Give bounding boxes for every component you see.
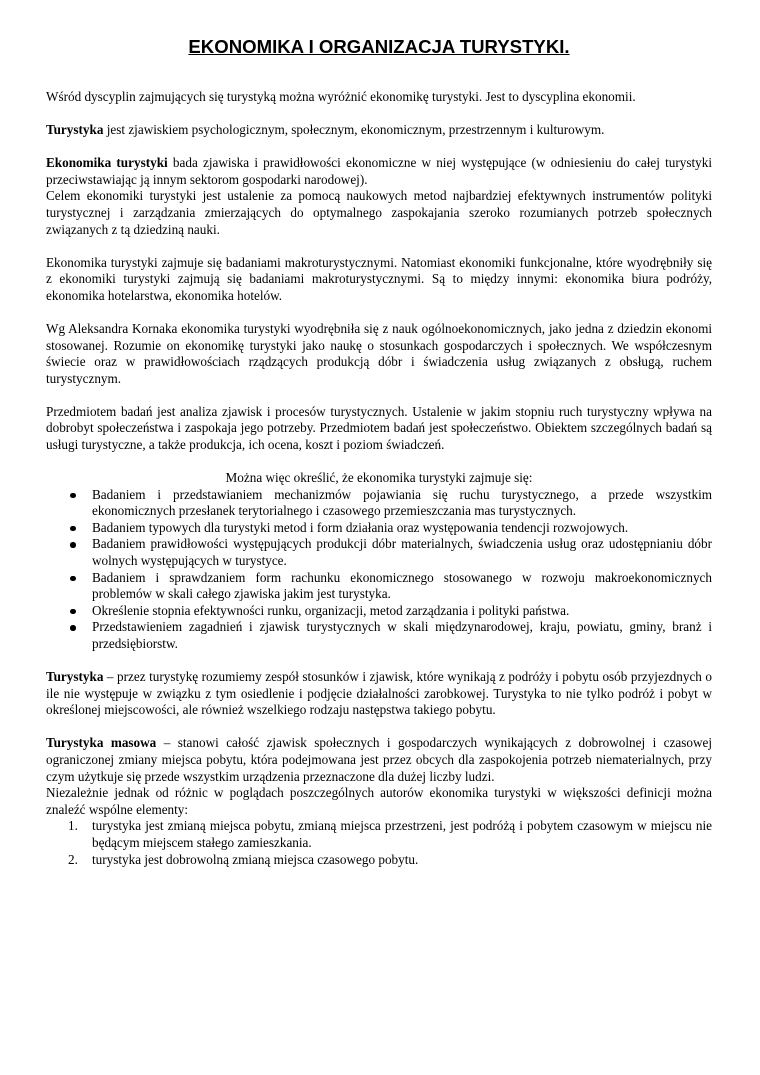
paragraph-badania-makroturystyczne: Ekonomika turystyki zajmuje się badaniami makroturystycznymi. Natomiast ekonomiki funkcjonalne, które wyodrębniły się z ekonomiki turystyki zajmują się badaniami makroturystycznymi. Są to między innymi: ekonomika biura podróży, ekonomika hotelarstwa, ekonomika hotelów. [46,254,712,303]
paragraph-przedmiot-badan: Przedmiotem badań jest analiza zjawisk i procesów turystycznych. Ustalenie w jakim stopniu ruch turystyczny wpływa na dobrobyt społeczeństwa i zaspokaja jego potrzeby. Przedmiotem badań jest społeczeństwo. Obiektem szczególnych badań są usługi turystyczne, a także produkcja, ich ocena, koszt i poziom świadczeń. [46,403,712,452]
paragraph-wspolne-elementy: Niezależnie jednak od różnic w poglądach poszczególnych autorów ekonomika turystyki w większości definicji można znaleźć wspólne elementy: [46,785,712,817]
list-item: Przedstawieniem zagadnień i zjawisk turystycznych w skali międzynarodowej, kraju, powiatu, gminy, branż i przedsiębiorstw. [46,619,712,652]
bullet-icon [70,542,76,548]
term-ekonomika-turystyki: Ekonomika turystyki [46,155,168,171]
bullet-icon [70,576,76,582]
paragraph-ekonomika-definition [46,155,712,188]
bullet-icon [70,625,76,631]
bullet-icon [70,609,76,615]
list-item: Określenie stopnia efektywności runku, organizacji, metod zarządzania i polityki państwa. [46,603,712,620]
paragraph-intro: Wśród dyscyplin zajmujących się turystyką można wyróżnić ekonomikę turystyki. Jest to dyscyplina ekonomii. [46,89,636,104]
list-item: 2. turystyka jest dobrowolną zmianą miejsca czasowego pobytu. [68,851,419,867]
term-turystyka: Turystyka [46,122,104,138]
list-item: Badaniem prawidłowości występujących produkcji dóbr materialnych, świadczenia usług oraz udostępnianiu dóbr wolnych występujących w turystyce. [46,536,712,569]
list-number: 1. [68,818,78,834]
paragraph-kornak: Wg Aleksandra Kornaka ekonomika turystyki wyodrębniła się z nauk ogólnoekonomicznych, jako jedna z dziedzin ekonomi stosowanej. Rozumie on ekonomikę turystyki jako naukę o stosunkach gospodarczych i społecznych. We współczesnym świecie oraz w prawidłowościach rządzących produkcją dóbr i świadczenia usług związanych z obsługą, ruchem turystycznym. [46,320,712,386]
term-turystyka: Turystyka [46,669,104,685]
definition-text: – stanowi całość zjawisk społecznych i gospodarczych wynikających z dobrowolnej i czasowej ograniczonej zmiany miejsca pobytu, która podejmowana jest przez obcych dla zaspokojenia potrzeb niematerialnych, przy czym użytkuje się przede wszystkim urządzenia przeznaczone dla dużej liczby ludzi. [46,735,712,784]
term-turystyka-masowa: Turystyka masowa [46,735,157,751]
document-page [46,36,712,868]
paragraph-turystyka-masowa [46,735,712,785]
definition-text: bada zjawiska i prawidłowości ekonomiczne w niej występujące (w odniesieniu do całej turystyki przeciwstawiając ją innym sektorom gospodarki narodowej). [46,155,712,187]
list-item: 1. turystyka jest zmianą miejsca pobytu, zmianą miejsca przestrzeni, jest podróżą i pobytem czasowym w miejscu nie będącym miejscem stałego zamieszkania. [68,818,712,850]
numbered-list [46,818,712,868]
bullet-list [46,487,712,653]
list-number: 2. [68,851,78,867]
document-title: EKONOMIKA I ORGANIZACJA TURYSTYKI. [188,36,570,57]
definition-text: jest zjawiskiem psychologicznym, społecznym, ekonomicznym, przestrzennym i kulturowym. [103,122,605,138]
definition-text: – przez turystykę rozumiemy zespół stosunków i zjawisk, które wynikają z podróży i pobytu osób przyjezdnych o ile nie występuje w związku z tym osiedlenie i podjęcie działalności zarobkowej. Turystyka to nie tylko podróż i pobyt w określonej miejscowości, ale również wszelkiego rodzaju następstwa takiego pobytu. [46,669,712,718]
bullet-icon [70,526,76,532]
paragraph-cel-ekonomiki: Celem ekonomiki turystyki jest ustalenie za pomocą naukowych metod najbardziej efektywnych instrumentów polityki turystycznej i zarządzania zmierzających do optymalnego zaspokajania szeroko rozumianych potrzeb społecznych związanych z tą dziedziną nauki. [46,188,712,237]
bullet-icon [70,493,76,499]
paragraph-turystyka-definition [46,122,712,139]
list-item: Badaniem i sprawdzaniem form rachunku ekonomicznego stosowanego w rozwoju makroekonomicznych problemów w skali całego zjawiska jakim jest turystyka. [46,570,712,603]
list-intro: Można więc określić, że ekonomika turystyki zajmuje się: [225,470,533,486]
list-item: Badaniem i przedstawianiem mechanizmów pojawiania się ruchu turystycznego, a przede wszystkim ekonomicznych przesłanek terytorialnego i czasowego przemieszczania mas turystycznych. [46,487,712,520]
list-item: Badaniem typowych dla turystyki metod i form działania oraz występowania tendencji rozwojowych. [46,520,712,537]
paragraph-turystyka-rozumienie [46,669,712,719]
